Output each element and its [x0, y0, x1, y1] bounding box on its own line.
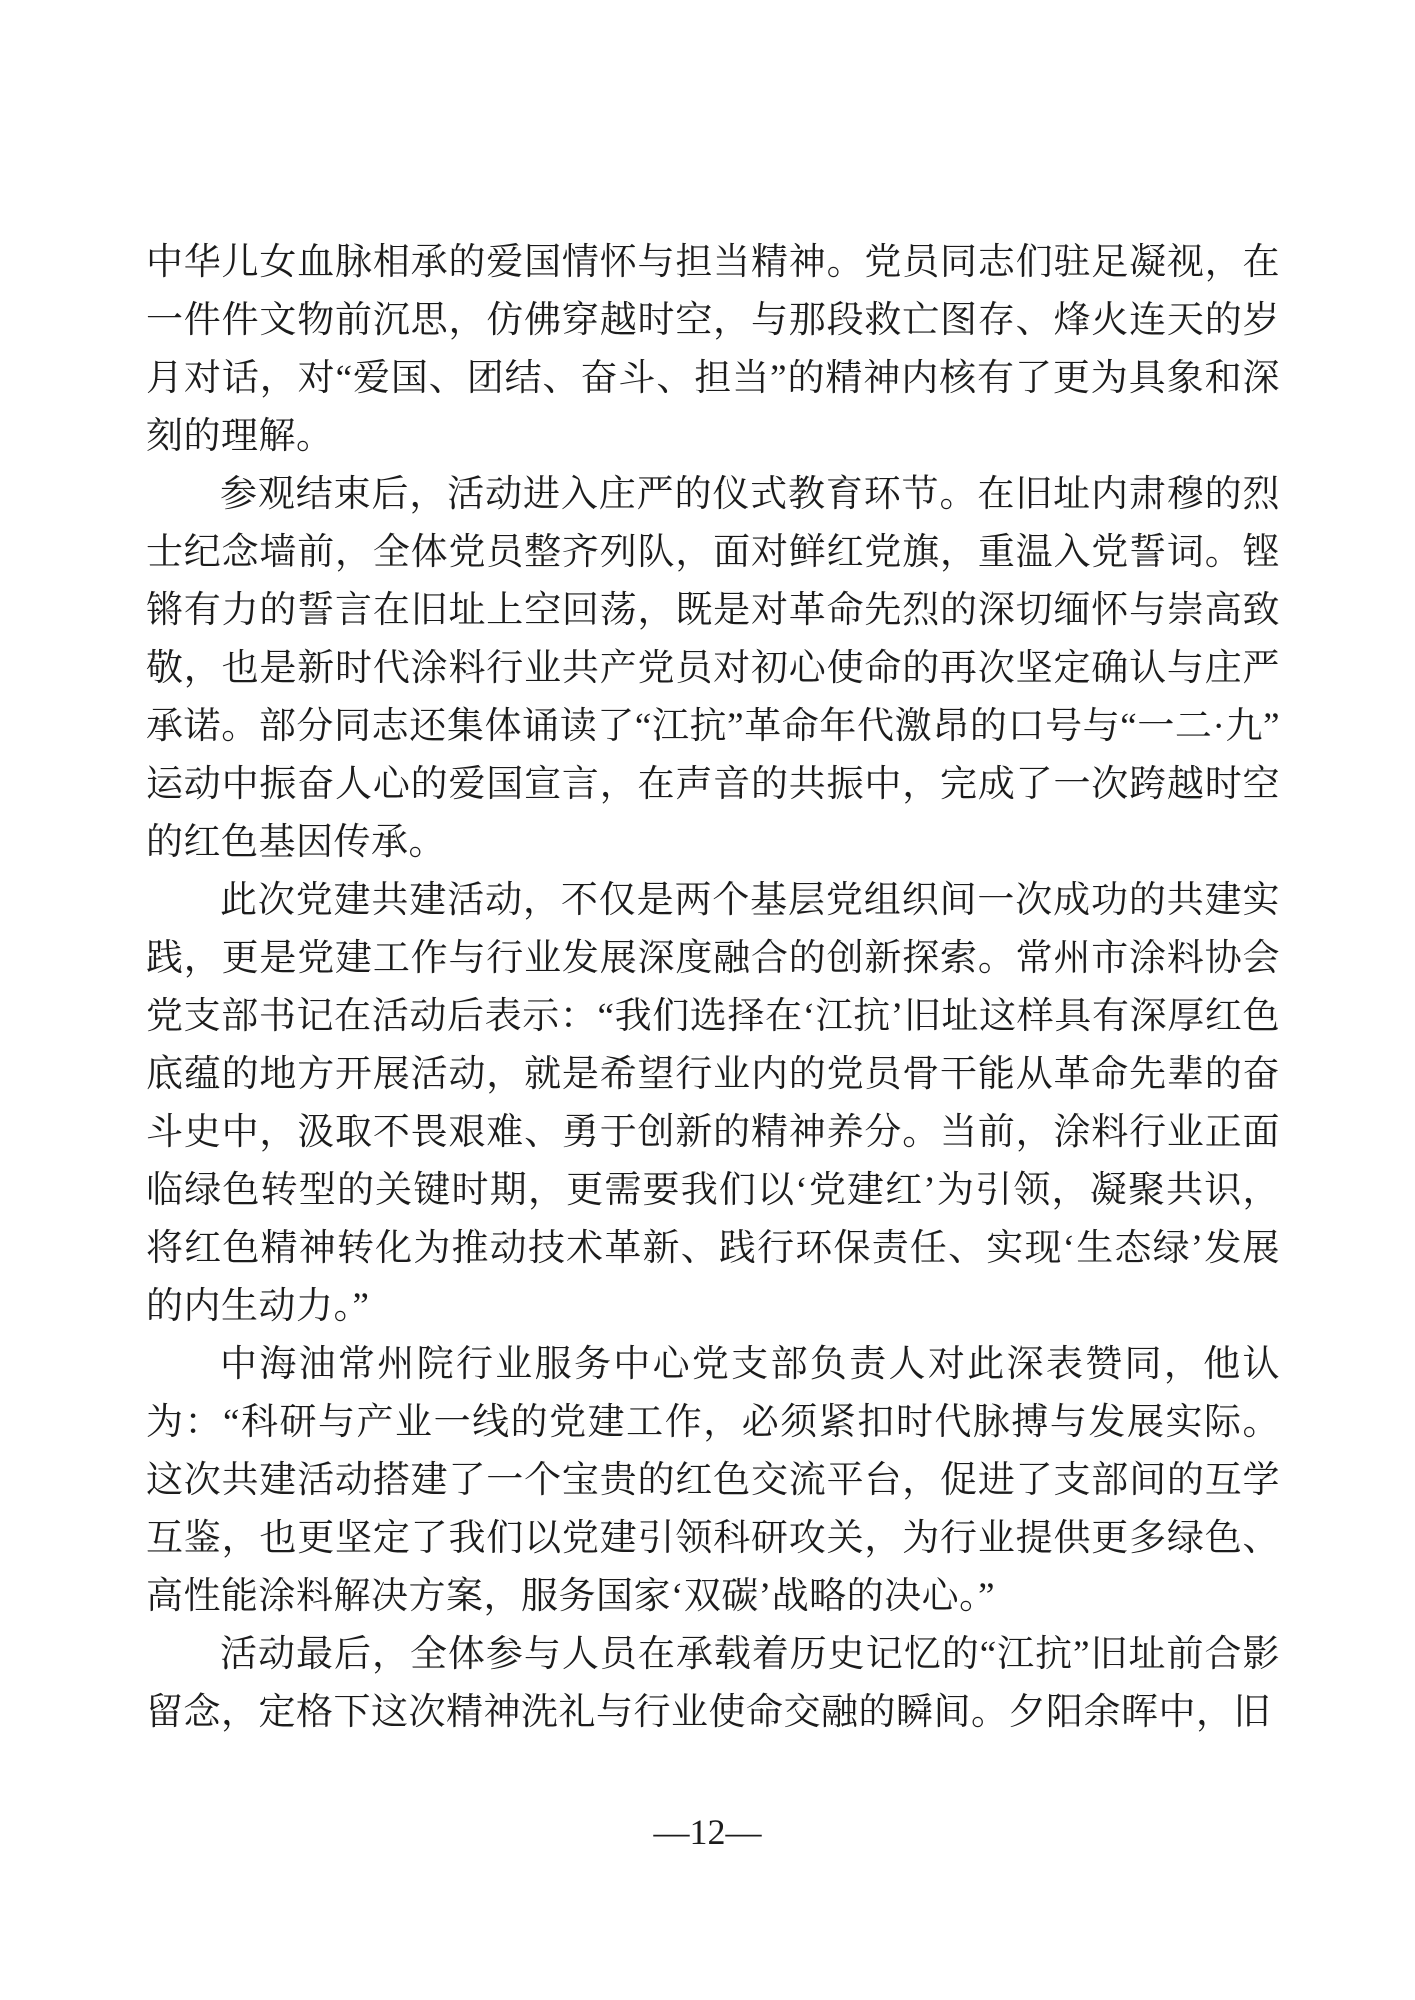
page-number: —12—	[653, 1812, 762, 1852]
paragraph-5: 活动最后，全体参与人员在承载着历史记忆的“江抗”旧址前合影留念，定格下这次精神洗礼与行业使命交融的瞬间。夕阳余晖中，旧	[146, 1634, 1280, 1733]
paragraph-2: 参观结束后，活动进入庄严的仪式教育环节。在旧址内肃穆的烈士纪念墙前，全体党员整齐列队，面对鲜红党旗，重温入党誓词。铿锵有力的誓言在旧址上空回荡，既是对革命先烈的深切缅怀与崇高致敬，也是新时代涂料行业共产党员对初心使命的再次坚定确认与庄严承诺。部分同志还集体诵读了“江抗”革命年代激昂的口号与“一二·九”运动中振奋人心的爱国宣言，在声音的共振中，完成了一次跨越时空的红色基因传承。	[146, 474, 1280, 863]
document-body	[146, 234, 1280, 1742]
paragraph-4: 中海油常州院行业服务中心党支部负责人对此深表赞同，他认为：“科研与产业一线的党建工作，必须紧扣时代脉搏与发展实际。这次共建活动搭建了一个宝贵的红色交流平台，促进了支部间的互学互鉴，也更坚定了我们以党建引领科研攻关，为行业提供更多绿色、高性能涂料解决方案，服务国家‘双碳’战略的决心。”	[146, 1344, 1280, 1617]
paragraph-3: 此次党建共建活动，不仅是两个基层党组织间一次成功的共建实践，更是党建工作与行业发展深度融合的创新探索。常州市涂料协会党支部书记在活动后表示：“我们选择在‘江抗’旧址这样具有深厚红色底蕴的地方开展活动，就是希望行业内的党员骨干能从革命先辈的奋斗史中，汲取不畏艰难、勇于创新的精神养分。当前，涂料行业正面临绿色转型的关键时期，更需要我们以‘党建红’为引领，凝聚共识，将红色精神转化为推动技术革新、践行环保责任、实现‘生态绿’发展的内生动力。”	[146, 880, 1280, 1327]
paragraph-1: 中华儿女血脉相承的爱国情怀与担当精神。党员同志们驻足凝视，在一件件文物前沉思，仿佛穿越时空，与那段救亡图存、烽火连天的岁月对话，对“爱国、团结、奋斗、担当”的精神内核有了更为具象和深刻的理解。	[146, 242, 1280, 457]
